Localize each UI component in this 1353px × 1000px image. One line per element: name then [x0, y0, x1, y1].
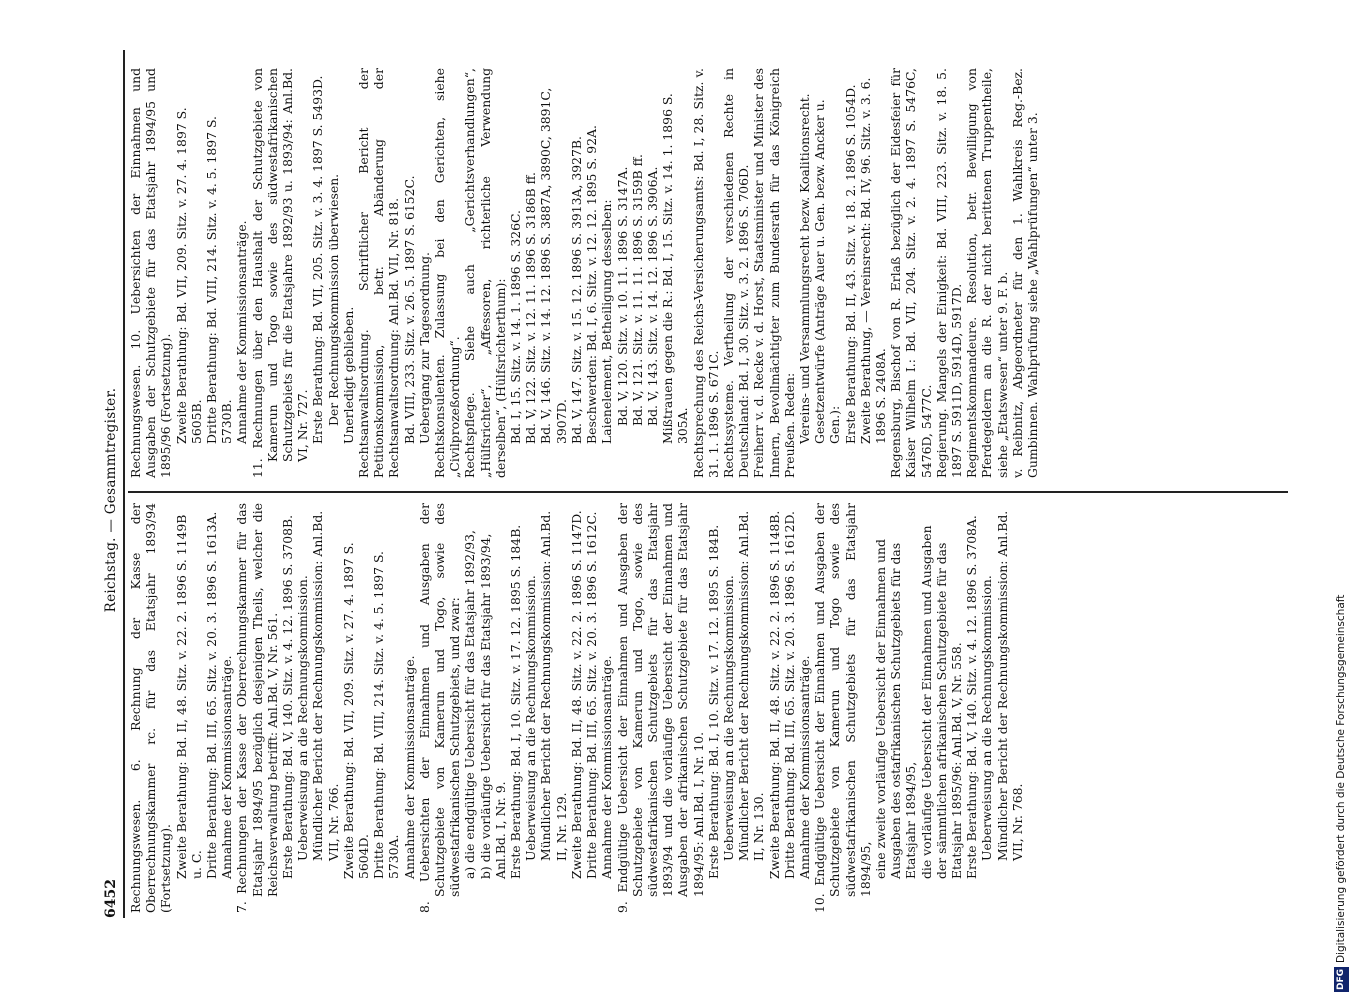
- entry-heading: Rechnungswesen. 6. Rechnung der Kasse der Oberrechnungskammer rc. für das Etatsjahr 1893/94 (Fortsetzung).: [128, 503, 174, 913]
- entry-line: Zweite Berathung: Bd. VII, 209. Sitz. v. 27. 4. 1897 S. 5605B.: [173, 107, 204, 444]
- entry-line: Annahme der Kommissionsanträge.: [599, 655, 615, 879]
- entry-heading: Rechtskonsulenten. Zulassung bei den Gerichten, siehe „Civilprozeßordnung“.: [432, 68, 463, 478]
- header-rule: [123, 50, 125, 918]
- entry-line: Zweite Berathung: Bd. II, 48. Sitz. v. 22. 2. 1896 S. 1149B u. C.: [173, 514, 204, 879]
- entry-line: Dritte Berathung: Bd. III, 65. Sitz. v. 20. 3. 1896 S. 1612C.: [584, 511, 600, 879]
- entry-line: Mündlicher Bericht der Rechnungskommission: Anl.Bd. VII, Nr. 768.: [994, 510, 1025, 861]
- entry-line: Annahme der Kommissionsanträge.: [234, 220, 250, 444]
- entry-line: eine zweite vorläufige Uebersicht der Einnahmen und Ausgaben des ostafrikanischen Schutzgebiets für das Etatsjahr 1894/95,: [872, 539, 919, 879]
- entry-line: Der Rechnungskommission überwiesen.: [325, 173, 341, 426]
- entry-line: Beschwerden: Bd. I, 6. Sitz. v. 12. 12. 1895 S. 92A.: [584, 125, 600, 444]
- entry-line: Ueberweisung an die Rechnungskommission.: [295, 575, 311, 861]
- entry-line: Ueberweisung an die Rechnungskommission.: [523, 575, 539, 861]
- entry-line: Dritte Berathung: Bd. III, 65. Sitz. v. 20. 3. 1896 S. 1613A.: [204, 511, 220, 879]
- entry-line: Dritte Berathung: Bd. VIII, 214. Sitz. v. 4. 5. 1897 S. 5730B.: [204, 116, 235, 444]
- entry-line: Bd. V, 121. Sitz. v. 11. 11. 1896 S. 3159B ff.: [629, 154, 645, 426]
- entry-heading: Regimentskommandeure. Resolution, betr. Bewilligung von Pferdegeldern an die R. der nicht berittenen Truppentheile, siehe „Etatswesen“ unter 9. F. b.: [964, 68, 1010, 478]
- entry-line: Bd. V, 146. Sitz. v. 14. 12. 1896 S. 3887A, 3890C, 3891C, 3907D.: [538, 87, 569, 444]
- entry-line: Erste Berathung: Bd. I, 10. Sitz. v. 17. 12. 1895 S. 184B.: [508, 524, 524, 879]
- entry-line: Zweite Berathung, — Vereinsrecht: Bd. IV, 96. Sitz. v. 3. 6. 1896 S. 2408A.: [857, 77, 888, 444]
- entry-line: Dritte Berathung: Bd. III, 65. Sitz. v. 20. 3. 1896 S. 1612D.: [781, 511, 797, 879]
- entry-line: Annahme der Kommissionsanträge.: [796, 655, 812, 879]
- entry-heading: Regierung. Mangels der Einigkeit: Bd. VIII, 223. Sitz. v. 18. 5. 1897 S. 5911D, 5914D, 5917D.: [933, 68, 964, 478]
- right-column: [128, 68, 1040, 478]
- entry-item: 11. Rechnungen über den Haushalt der Schutzgebiete von Kamerun und Togo sowie des südwestafrikanischen Schutzgebiets für die Etatsjahre 1892/93 u. 1893/94: Anl.Bd. VI, Nr. 727.: [249, 68, 311, 478]
- left-column: [128, 503, 1025, 913]
- entry-line: Bd. I, 15. Sitz. v. 14. 1. 1896 S. 326C.: [508, 210, 524, 444]
- entry-item: 7. Rechnungen der Kasse der Oberrechnungskammer für das Etatsjahr 1894/95 bezüglich desjenigen Theils, welcher die Reichsverwaltung betrifft: Anl.Bd. V, Nr. 561.: [234, 503, 280, 913]
- entry-heading: Freiherr v. d. Recke v. d. Horst, Staatsminister und Minister des Innern, Bevollmächtigter zum Bundesrath für das Königreich Preußen. Reden:: [751, 68, 797, 478]
- entry-line: Erste Berathung: Bd. II, 43. Sitz. v. 18. 2. 1896 S. 1054D.: [842, 84, 858, 444]
- entry-heading: Rechtsprechung des Reichs-Versicherungsamts: Bd. I, 28. Sitz. v. 31. 1. 1896 S. 671C.: [690, 68, 721, 478]
- entry-line: Annahme der Kommissionsanträge.: [219, 655, 235, 879]
- running-head: Reichstag. — Gesammtregister.: [103, 387, 119, 613]
- entry-line: Erste Berathung: Bd. V, 140. Sitz. v. 4. 12. 1896 S. 3708B.: [280, 514, 296, 879]
- dfg-logo: DFG: [1334, 967, 1349, 992]
- entry-heading: Rechtspflege. Siehe auch „Gerichtsverhandlungen“, „Hülfsrichter“, „Affessoren, richterliche Verwendung derselben“, (Hülfsrichterthum):: [462, 68, 508, 478]
- entry-line: Bd. V, 147. Sitz. v. 15. 12. 1896 S. 3913A, 3927B.: [568, 136, 584, 444]
- page-number: 6452: [103, 879, 119, 918]
- entry-line: Bd. V, 120. Sitz. v. 10. 11. 1896 S. 3147A.: [614, 166, 630, 426]
- entry-line: Unerledigt geblieben.: [340, 306, 356, 444]
- entry-line: Laienelement, Betheiligung desselben:: [599, 199, 615, 444]
- entry-line: Erste Berathung: Bd. I, 10. Sitz. v. 17. 12. 1895 S. 184B.: [705, 524, 721, 879]
- entry-heading: Rechtssysteme. Vertheilung der verschiedenen Rechte in Deutschland: Bd. I, 30. Sitz. v. 3. 2. 1896 S. 706D.: [720, 68, 752, 478]
- entry-line: Bd. V, 143. Sitz. v. 14. 12. 1896 S. 3906A.: [644, 166, 660, 426]
- entry-line: Uebergang zur Tagesordnung.: [416, 252, 432, 444]
- entry-line: Zweite Berathung: Bd. II, 48. Sitz. v. 22. 2. 1896 S. 1148B.: [766, 510, 782, 879]
- entry-heading: Rechtsanwaltsordnung. Schriftlicher Bericht der Petitionskommission, betr. Abänderung der Rechtsanwaltsordnung: Anl.Bd. VII, Nr. 818.: [356, 68, 402, 478]
- entry-line: Erste Berathung: Bd. VII, 205. Sitz. v. 3. 4. 1897 S. 5493D.: [310, 75, 326, 444]
- entry-heading: Regensburg, Bischof von R. Erlaß bezüglich der Eidesfeier für Kaiser Wilhelm I.: Bd. VII, 204. Sitz. v. 2. 4. 1897 S. 5476C, 5476D, 5477C.: [888, 68, 934, 478]
- entry-line: a) die endgültige Uebersicht für das Etatsjahr 1892/93,: [462, 530, 478, 879]
- digitization-footer: [1334, 595, 1349, 992]
- entry-item: 9. Endgültige Uebersicht der Einnahmen und Ausgaben der Schutzgebiete von Kamerun und Togo, sowie des südwestafrikanischen Schutzgebiets für das Etatsjahr 1893/94 und die vorläufige Uebersicht der Einnahmen und Ausgaben der afrikanischen Schutzgebiete für das Etatsjahr 1894/95: Anl.Bd. I, Nr. 10.: [614, 503, 706, 913]
- entry-line: b) die vorläufige Uebersicht für das Etatsjahr 1893/94, Anl.Bd. I, Nr. 9.: [477, 533, 508, 879]
- entry-line: Mündlicher Bericht der Rechnungskommission: Anl.Bd. VII, Nr. 766.: [310, 510, 341, 861]
- entry-line: Zweite Berathung: Bd. VII, 209. Sitz. v. 27. 4. 1897 S. 5604D.: [340, 542, 372, 879]
- entry-line: Mündlicher Bericht der Rechnungskommission: Anl.Bd. II, Nr. 129.: [538, 510, 569, 861]
- entry-line: Vereins- und Versammlungsrecht bezw. Koalitionsrecht. Gesetzentwürfe (Anträge Auer u. Gen. bezw. Ancker u. Gen.):: [796, 93, 843, 444]
- entry-line: Erste Berathung: Bd. V, 140. Sitz. v. 4. 12. 1896 S. 3708A.: [964, 515, 980, 879]
- entry-line: Zweite Berathung: Bd. II, 48. Sitz. v. 22. 2. 1896 S. 1147D.: [568, 510, 584, 879]
- entry-line: Annahme der Kommissionsanträge.: [401, 655, 417, 879]
- entry-line: die vorläufige Uebersicht der Einnahmen und Ausgaben der sämmtlichen afrikanischen Schutzgebiete für das Etatsjahr 1895/96: Anl.Bd. V, Nr. 558.: [918, 525, 964, 879]
- entry-line: Ueberweisung an die Rechnungskommission.: [979, 575, 995, 861]
- entry-item: 8. Uebersichten der Einnahmen und Ausgaben der Schutzgebiete von Kamerun und Togo, sowie des südwestafrikanischen Schutzgebiets, und zwar:: [416, 503, 463, 913]
- entry-line: Mißtrauen gegen die R.: Bd. I, 15. Sitz. v. 14. 1. 1896 S. 305A.: [660, 93, 691, 444]
- entry-heading: v. Reibnitz, Abgeordneter für den 1. Wahlkreis Reg.-Bez. Gumbinnen. Wahlprüfung siehe „Wahlprüfungen“ unter 3.: [1009, 68, 1040, 478]
- entry-line: Dritte Berathung: Bd. VIII, 214. Sitz. v. 4. 5. 1897 S. 5730A.: [371, 551, 402, 879]
- footer-note: Digitalisierung gefördert durch die Deutsche Forschungsgemeinschaft: [1335, 594, 1347, 963]
- column-divider: [128, 491, 1288, 493]
- entry-item: 10. Endgültige Uebersicht der Einnahmen und Ausgaben der Schutzgebiete von Kamerun und Togo sowie des südwestafrikanischen Schutzgebiets für das Etatsjahr 1894/95,: [812, 503, 873, 913]
- entry-line: Bd. VIII, 233. Sitz. v. 26. 5. 1897 S. 6152C.: [401, 175, 417, 444]
- entry-heading: Rechnungswesen. 10. Uebersichten der Einnahmen und Ausgaben der Schutzgebiete für das Etatsjahr 1894/95 und 1895/96 (Fortsetzung).: [128, 68, 174, 478]
- entry-line: Ueberweisung an die Rechnungskommission.: [720, 575, 736, 861]
- entry-line: Bd. V, 122. Sitz. v. 12. 11. 1896 S. 3186B ff.: [523, 172, 539, 444]
- entry-line: Mündlicher Bericht der Rechnungskommission: Anl.Bd. II, Nr. 130.: [736, 510, 767, 861]
